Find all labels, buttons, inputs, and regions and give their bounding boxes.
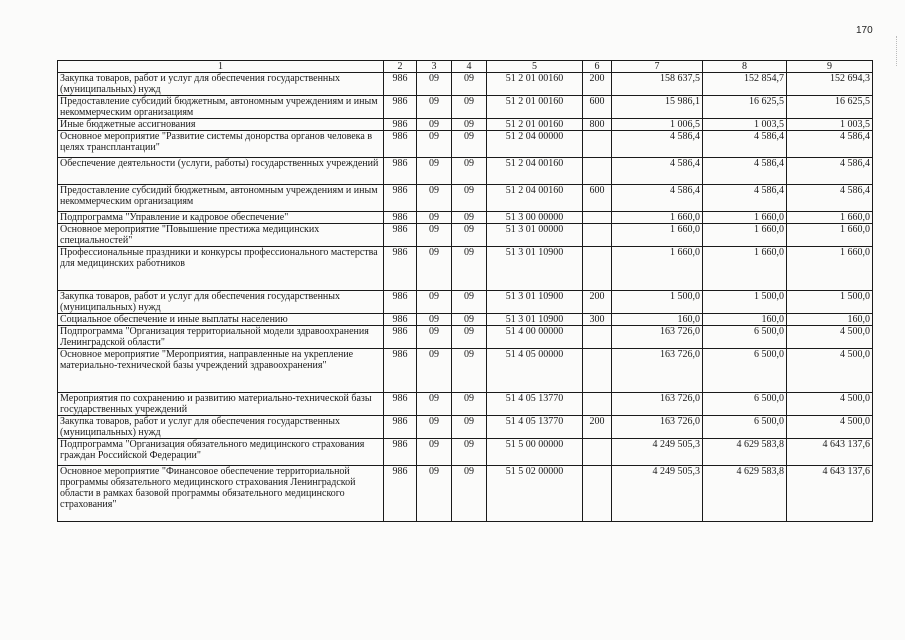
row-name-cell: Основное мероприятие "Финансовое обеспечение территориальной программы обязательного медицинского страхования Ленинградской области в рамках базовой программы обязательного медицинского страхования" (58, 466, 384, 522)
amount-col9-cell: 1 660,0 (787, 247, 873, 291)
section-cell: 09 (417, 212, 452, 224)
subsection-cell: 09 (452, 224, 487, 247)
budget-table (57, 60, 873, 522)
row-name-cell: Социальное обеспечение и иные выплаты населению (58, 314, 384, 326)
column-header: 6 (583, 61, 612, 73)
expense-type-cell (583, 131, 612, 158)
expense-type-cell (583, 212, 612, 224)
section-cell: 09 (417, 393, 452, 416)
subsection-cell: 09 (452, 131, 487, 158)
row-name-cell: Подпрограмма "Организация обязательного медицинского страхования граждан Российской Федерации" (58, 439, 384, 466)
amount-col9-cell: 4 586,4 (787, 158, 873, 185)
subsection-cell: 09 (452, 212, 487, 224)
amount-col7-cell: 163 726,0 (612, 393, 703, 416)
subsection-cell: 09 (452, 158, 487, 185)
amount-col7-cell: 163 726,0 (612, 416, 703, 439)
section-cell: 09 (417, 466, 452, 522)
amount-col9-cell: 16 625,5 (787, 96, 873, 119)
admin-code-cell: 986 (384, 247, 417, 291)
table-row (58, 314, 873, 326)
amount-col7-cell: 1 660,0 (612, 224, 703, 247)
amount-col8-cell: 16 625,5 (703, 96, 787, 119)
expense-type-cell: 600 (583, 96, 612, 119)
admin-code-cell: 986 (384, 212, 417, 224)
amount-col7-cell: 15 986,1 (612, 96, 703, 119)
amount-col7-cell: 163 726,0 (612, 349, 703, 393)
target-article-cell: 51 3 00 00000 (487, 212, 583, 224)
expense-type-cell (583, 393, 612, 416)
admin-code-cell: 986 (384, 158, 417, 185)
table-row (58, 73, 873, 96)
expense-type-cell: 800 (583, 119, 612, 131)
page-number: 170 (856, 25, 873, 36)
admin-code-cell: 986 (384, 393, 417, 416)
row-name-cell: Обеспечение деятельности (услуги, работы) государственных учреждений (58, 158, 384, 185)
target-article-cell: 51 4 05 00000 (487, 349, 583, 393)
amount-col7-cell: 4 586,4 (612, 131, 703, 158)
table-header-row (58, 61, 873, 73)
amount-col9-cell: 4 500,0 (787, 416, 873, 439)
target-article-cell: 51 2 04 00160 (487, 158, 583, 185)
target-article-cell: 51 4 00 00000 (487, 326, 583, 349)
target-article-cell: 51 2 01 00160 (487, 73, 583, 96)
section-cell: 09 (417, 416, 452, 439)
admin-code-cell: 986 (384, 314, 417, 326)
subsection-cell: 09 (452, 393, 487, 416)
amount-col7-cell: 1 660,0 (612, 247, 703, 291)
amount-col9-cell: 1 660,0 (787, 212, 873, 224)
amount-col7-cell: 1 660,0 (612, 212, 703, 224)
section-cell: 09 (417, 119, 452, 131)
section-cell: 09 (417, 247, 452, 291)
amount-col8-cell: 4 586,4 (703, 158, 787, 185)
row-name-cell: Основное мероприятие "Повышение престижа медицинских специальностей" (58, 224, 384, 247)
expense-type-cell: 600 (583, 185, 612, 212)
admin-code-cell: 986 (384, 224, 417, 247)
target-article-cell: 51 3 01 10900 (487, 247, 583, 291)
amount-col9-cell: 1 003,5 (787, 119, 873, 131)
table-row (58, 247, 873, 291)
target-article-cell: 51 4 05 13770 (487, 393, 583, 416)
column-header: 3 (417, 61, 452, 73)
amount-col8-cell: 6 500,0 (703, 349, 787, 393)
section-cell: 09 (417, 158, 452, 185)
amount-col7-cell: 160,0 (612, 314, 703, 326)
subsection-cell: 09 (452, 119, 487, 131)
target-article-cell: 51 2 04 00000 (487, 131, 583, 158)
section-cell: 09 (417, 291, 452, 314)
amount-col9-cell: 4 643 137,6 (787, 466, 873, 522)
amount-col9-cell: 1 660,0 (787, 224, 873, 247)
table-row (58, 439, 873, 466)
section-cell: 09 (417, 349, 452, 393)
row-name-cell: Подпрограмма "Управление и кадровое обеспечение" (58, 212, 384, 224)
target-article-cell: 51 2 01 00160 (487, 96, 583, 119)
amount-col9-cell: 4 500,0 (787, 349, 873, 393)
target-article-cell: 51 4 05 13770 (487, 416, 583, 439)
subsection-cell: 09 (452, 185, 487, 212)
amount-col8-cell: 1 660,0 (703, 212, 787, 224)
amount-col7-cell: 4 586,4 (612, 158, 703, 185)
subsection-cell: 09 (452, 326, 487, 349)
column-header: 2 (384, 61, 417, 73)
amount-col9-cell: 1 500,0 (787, 291, 873, 314)
subsection-cell: 09 (452, 291, 487, 314)
table-row (58, 131, 873, 158)
amount-col8-cell: 160,0 (703, 314, 787, 326)
expense-type-cell: 200 (583, 291, 612, 314)
row-name-cell: Закупка товаров, работ и услуг для обеспечения государственных (муниципальных) нужд (58, 416, 384, 439)
admin-code-cell: 986 (384, 326, 417, 349)
section-cell: 09 (417, 326, 452, 349)
section-cell: 09 (417, 224, 452, 247)
row-name-cell: Основное мероприятие "Развитие системы донорства органов человека в целях трансплантации" (58, 131, 384, 158)
subsection-cell: 09 (452, 247, 487, 291)
subsection-cell: 09 (452, 73, 487, 96)
amount-col7-cell: 4 249 505,3 (612, 466, 703, 522)
column-header: 4 (452, 61, 487, 73)
section-cell: 09 (417, 185, 452, 212)
amount-col7-cell: 4 249 505,3 (612, 439, 703, 466)
row-name-cell: Иные бюджетные ассигнования (58, 119, 384, 131)
table-row (58, 96, 873, 119)
amount-col8-cell: 4 586,4 (703, 185, 787, 212)
table-row (58, 326, 873, 349)
amount-col9-cell: 4 586,4 (787, 131, 873, 158)
amount-col9-cell: 160,0 (787, 314, 873, 326)
amount-col8-cell: 4 629 583,8 (703, 439, 787, 466)
admin-code-cell: 986 (384, 349, 417, 393)
row-name-cell: Мероприятия по сохранению и развитию материально-технической базы государственных учреждений (58, 393, 384, 416)
subsection-cell: 09 (452, 466, 487, 522)
admin-code-cell: 986 (384, 119, 417, 131)
amount-col8-cell: 152 854,7 (703, 73, 787, 96)
amount-col9-cell: 4 586,4 (787, 185, 873, 212)
admin-code-cell: 986 (384, 131, 417, 158)
section-cell: 09 (417, 73, 452, 96)
admin-code-cell: 986 (384, 439, 417, 466)
expense-type-cell (583, 466, 612, 522)
amount-col8-cell: 6 500,0 (703, 326, 787, 349)
amount-col9-cell: 4 500,0 (787, 393, 873, 416)
target-article-cell: 51 5 02 00000 (487, 466, 583, 522)
amount-col8-cell: 4 629 583,8 (703, 466, 787, 522)
admin-code-cell: 986 (384, 73, 417, 96)
amount-col9-cell: 4 500,0 (787, 326, 873, 349)
table-row (58, 212, 873, 224)
table-row (58, 349, 873, 393)
expense-type-cell: 300 (583, 314, 612, 326)
admin-code-cell: 986 (384, 185, 417, 212)
expense-type-cell (583, 158, 612, 185)
table-row (58, 224, 873, 247)
column-header: 1 (58, 61, 384, 73)
target-article-cell: 51 3 01 10900 (487, 291, 583, 314)
expense-type-cell (583, 349, 612, 393)
table-row (58, 393, 873, 416)
section-cell: 09 (417, 439, 452, 466)
column-header: 9 (787, 61, 873, 73)
column-header: 7 (612, 61, 703, 73)
row-name-cell: Закупка товаров, работ и услуг для обеспечения государственных (муниципальных) нужд (58, 291, 384, 314)
row-name-cell: Основное мероприятие "Мероприятия, направленные на укрепление материально-технической базы учреждений здравоохранения" (58, 349, 384, 393)
expense-type-cell (583, 247, 612, 291)
table-row (58, 119, 873, 131)
table-row (58, 291, 873, 314)
admin-code-cell: 986 (384, 96, 417, 119)
amount-col8-cell: 1 500,0 (703, 291, 787, 314)
expense-type-cell: 200 (583, 73, 612, 96)
amount-col7-cell: 163 726,0 (612, 326, 703, 349)
amount-col7-cell: 158 637,5 (612, 73, 703, 96)
column-header: 5 (487, 61, 583, 73)
table-body (58, 73, 873, 522)
subsection-cell: 09 (452, 439, 487, 466)
amount-col8-cell: 1 003,5 (703, 119, 787, 131)
amount-col8-cell: 4 586,4 (703, 131, 787, 158)
subsection-cell: 09 (452, 96, 487, 119)
expense-type-cell (583, 439, 612, 466)
subsection-cell: 09 (452, 314, 487, 326)
row-name-cell: Профессиональные праздники и конкурсы профессионального мастерства для медицинских работников (58, 247, 384, 291)
target-article-cell: 51 2 04 00160 (487, 185, 583, 212)
column-header: 8 (703, 61, 787, 73)
table-row (58, 158, 873, 185)
expense-type-cell (583, 326, 612, 349)
row-name-cell: Предоставление субсидий бюджетным, автономным учреждениям и иным некоммерческим организациям (58, 96, 384, 119)
section-cell: 09 (417, 96, 452, 119)
row-name-cell: Закупка товаров, работ и услуг для обеспечения государственных (муниципальных) нужд (58, 73, 384, 96)
admin-code-cell: 986 (384, 291, 417, 314)
target-article-cell: 51 3 01 10900 (487, 314, 583, 326)
expense-type-cell (583, 224, 612, 247)
scan-edge-marks (896, 36, 901, 66)
amount-col7-cell: 1 006,5 (612, 119, 703, 131)
amount-col8-cell: 1 660,0 (703, 247, 787, 291)
admin-code-cell: 986 (384, 416, 417, 439)
amount-col8-cell: 1 660,0 (703, 224, 787, 247)
amount-col9-cell: 152 694,3 (787, 73, 873, 96)
target-article-cell: 51 3 01 00000 (487, 224, 583, 247)
section-cell: 09 (417, 131, 452, 158)
target-article-cell: 51 2 01 00160 (487, 119, 583, 131)
admin-code-cell: 986 (384, 466, 417, 522)
row-name-cell: Подпрограмма "Организация территориальной модели здравоохранения Ленинградской области" (58, 326, 384, 349)
amount-col8-cell: 6 500,0 (703, 416, 787, 439)
amount-col8-cell: 6 500,0 (703, 393, 787, 416)
amount-col9-cell: 4 643 137,6 (787, 439, 873, 466)
expense-type-cell: 200 (583, 416, 612, 439)
table-row (58, 466, 873, 522)
table-row (58, 185, 873, 212)
subsection-cell: 09 (452, 349, 487, 393)
subsection-cell: 09 (452, 416, 487, 439)
amount-col7-cell: 1 500,0 (612, 291, 703, 314)
amount-col7-cell: 4 586,4 (612, 185, 703, 212)
target-article-cell: 51 5 00 00000 (487, 439, 583, 466)
section-cell: 09 (417, 314, 452, 326)
table-row (58, 416, 873, 439)
row-name-cell: Предоставление субсидий бюджетным, автономным учреждениям и иным некоммерческим организациям (58, 185, 384, 212)
